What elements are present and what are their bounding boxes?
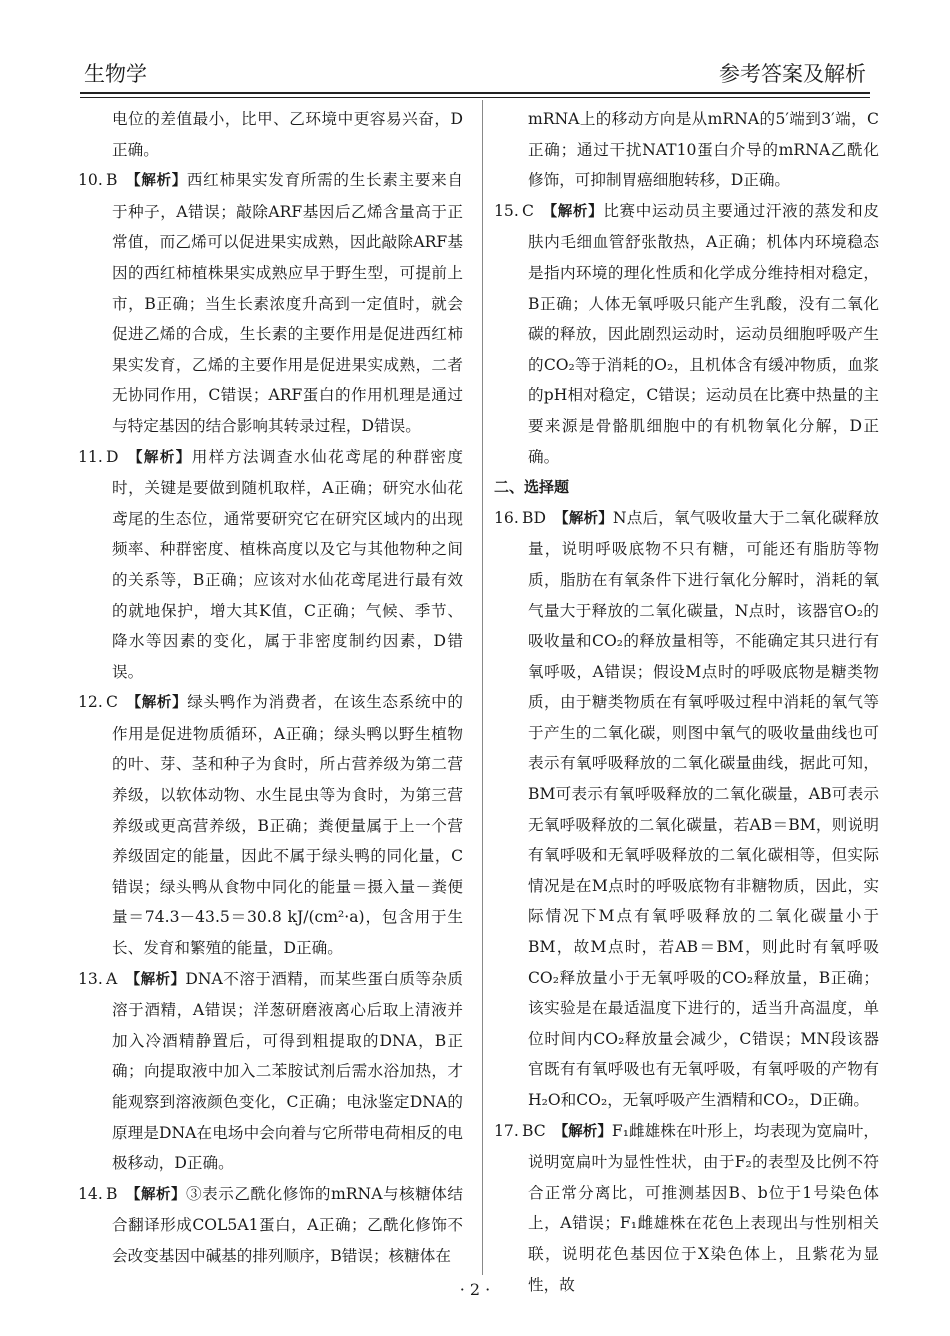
answer-item-12 bbox=[78, 687, 463, 963]
item-number: 15. bbox=[494, 201, 519, 220]
document-title: 参考答案及解析 bbox=[719, 62, 866, 86]
analysis-tag: 【解析】 bbox=[125, 971, 186, 988]
page-number: · 2 · bbox=[459, 1280, 491, 1299]
analysis-tag: 【解析】 bbox=[553, 1123, 612, 1140]
analysis-text: DNA不溶于酒精，而某些蛋白质等杂质溶于酒精，A错误；洋葱研磨液离心后取上清液并加入冷酒精静置后，可得到粗提取的DNA，B正确；向提取液中加入二苯胺试剂后需水浴加热，才能观察到溶液颜色变化，C正确；电泳鉴定DNA的原理是DNA在电场中会向着与它所带电荷相反的电极移动，D正确。 bbox=[112, 969, 463, 1173]
answer-item-11 bbox=[78, 442, 463, 688]
answer-key: A bbox=[106, 969, 118, 988]
answer-key: BD bbox=[522, 508, 546, 527]
analysis-text: N点后，氧气吸收量大于二氧化碳释放量，说明呼吸底物不只有糖，可能还有脂肪等物质，脂肪在有氧条件下进行氧化分解时，消耗的氧气量大于释放的二氧化碳量，N点时，该器官O₂的吸收量和CO₂的释放量相等，不能确定其只进行有氧呼吸，A错误；假设M点时的呼吸底物是糖类物质，由于糖类物质在有氧呼吸过程中消耗的氧气等于产生的二氧化碳，则图中氧气的吸收量曲线也可表示有氧呼吸释放的二氧化碳量曲线，据此可知，BM可表示有氧呼吸释放的二氧化碳量，AB可表示无氧呼吸释放的二氧化碳量，若AB＝BM，则说明有氧呼吸和无氧呼吸释放的二氧化碳相等，但实际情况是在M点时的呼吸底物有非糖物质，因此，实际情况下M点有氧呼吸释放的二氧化碳量小于BM，故M点时，若AB＝BM，则此时有氧呼吸CO₂释放量小于无氧呼吸的CO₂释放量，B正确；该实验是在最适温度下进行的，适当升高温度，单位时间内CO₂释放量会减少，C错误；MN段该器官既有有氧呼吸也有无氧呼吸，有氧呼吸的产物有H₂O和CO₂，无氧呼吸产生酒精和CO₂，D正确。 bbox=[528, 508, 880, 1109]
analysis-tag: 【解析】 bbox=[553, 510, 613, 527]
analysis-text: 用样方法调查水仙花鸢尾的种群密度时，关键是要做到随机取样，A正确；研究水仙花鸢尾的生态位，通常要研究它在研究区域内的出现频率、种群密度、植株高度以及它与其他物种之间的关系等，B正确；应该对水仙花鸢尾进行最有效的就地保护，增大其K值，C正确；气候、季节、降水等因素的变化，属于非密度制约因素，D错误。 bbox=[112, 447, 463, 681]
item-number: 13. bbox=[78, 969, 103, 988]
answer-item-17 bbox=[494, 1116, 879, 1301]
analysis-tag: 【解析】 bbox=[541, 203, 604, 220]
left-column bbox=[78, 104, 463, 1272]
item-number: 14. bbox=[78, 1184, 103, 1203]
answer-key: B bbox=[106, 1184, 118, 1203]
right-column bbox=[494, 104, 879, 1300]
analysis-tag: 【解析】 bbox=[126, 449, 192, 466]
answer-key: C bbox=[522, 201, 534, 220]
analysis-text: F₁雌雄株在叶形上，均表现为宽扁叶，说明宽扁叶为显性性状，由于F₂的表型及比例不符合正常分离比，可推测基因B、b位于1号染色体上，A错误；F₁雌雄株在花色上表现出与性别相关联，说明花色基因位于X染色体上，且紫花为显性，故 bbox=[528, 1121, 880, 1294]
item-number: 11. bbox=[78, 447, 103, 466]
analysis-text: 比赛中运动员主要通过汗液的蒸发和皮肤内毛细血管舒张散热，A正确；机体内环境稳态是指内环境的理化性质和化学成分维持相对稳定，B正确；人体无氧呼吸只能产生乳酸，没有二氧化碳的释放，因此剧烈运动时，运动员细胞呼吸产生的CO₂等于消耗的O₂，且机体含有缓冲物质，血浆的pH相对稳定，C错误；运动员在比赛中热量的主要来源是骨骼肌细胞中的有机物氧化分解，D正确。 bbox=[528, 201, 879, 466]
analysis-tag: 【解析】 bbox=[125, 1186, 187, 1203]
continued-paragraph: mRNA上的移动方向是从mRNA的5′端到3′端，C正确；通过干扰NAT10蛋白介导的mRNA乙酰化修饰，可抑制胃癌细胞转移，D正确。 bbox=[528, 110, 879, 190]
analysis-text: 绿头鸭作为消费者，在该生态系统中的作用是促进物质循环，A正确；绿头鸭以野生植物的叶、芽、茎和种子为食时，所占营养级为第二营养级，以软体动物、水生昆虫等为食时，为第三营养级或更高营养级，B正确；粪便量属于上一个营养级固定的能量，因此不属于绿头鸭的同化量，C错误；绿头鸭从食物中同化的能量＝摄入量－粪便量＝74.3－43.5＝30.8 kJ/(cm²·a)，包含用于生长、发育和繁殖的能量，D正确。 bbox=[112, 693, 463, 958]
analysis-text: 西红柿果实发育所需的生长素主要来自于种子，A错误；敲除ARF基因后乙烯含量高于正常值，而乙烯可以促进果实成熟，因此敲除ARF基因的西红柿植株果实成熟应早于野生型，可提前上市，B正确；当生长素浓度升高到一定值时，就会促进乙烯的合成，生长素的主要作用是促进西红柿果实发育，乙烯的主要作用是促进果实成熟，二者无协同作用，C错误；ARF蛋白的作用机理是通过与特定基因的结合影响其转录过程，D错误。 bbox=[112, 171, 463, 435]
column-divider bbox=[482, 100, 483, 1275]
item-number: 12. bbox=[78, 693, 103, 712]
answer-key: B bbox=[106, 171, 118, 190]
answer-key: BC bbox=[522, 1121, 546, 1140]
item-number: 10. bbox=[78, 171, 103, 190]
section-heading: 二、选择题 bbox=[494, 478, 570, 497]
subject-title: 生物学 bbox=[84, 62, 147, 86]
answer-key: C bbox=[106, 693, 118, 712]
item-number: 17. bbox=[494, 1121, 519, 1140]
analysis-tag: 【解析】 bbox=[125, 695, 188, 712]
answer-item-10 bbox=[78, 165, 463, 441]
page-header bbox=[80, 58, 870, 94]
item-number: 16. bbox=[494, 508, 519, 527]
analysis-text: ③表示乙酰化修饰的mRNA与核糖体结合翻译形成COL5A1蛋白，A正确；乙酰化修饰不会改变基因中碱基的排列顺序，B错误；核糖体在 bbox=[112, 1184, 464, 1265]
answer-key: D bbox=[106, 447, 119, 466]
answer-item-14 bbox=[78, 1179, 463, 1272]
analysis-tag: 【解析】 bbox=[125, 173, 187, 190]
answer-item-13 bbox=[78, 964, 463, 1179]
answer-item-16 bbox=[494, 503, 879, 1116]
answer-item-15 bbox=[494, 196, 879, 472]
continued-paragraph: 电位的差值最小，比甲、乙环境中更容易兴奋，D正确。 bbox=[112, 110, 463, 159]
